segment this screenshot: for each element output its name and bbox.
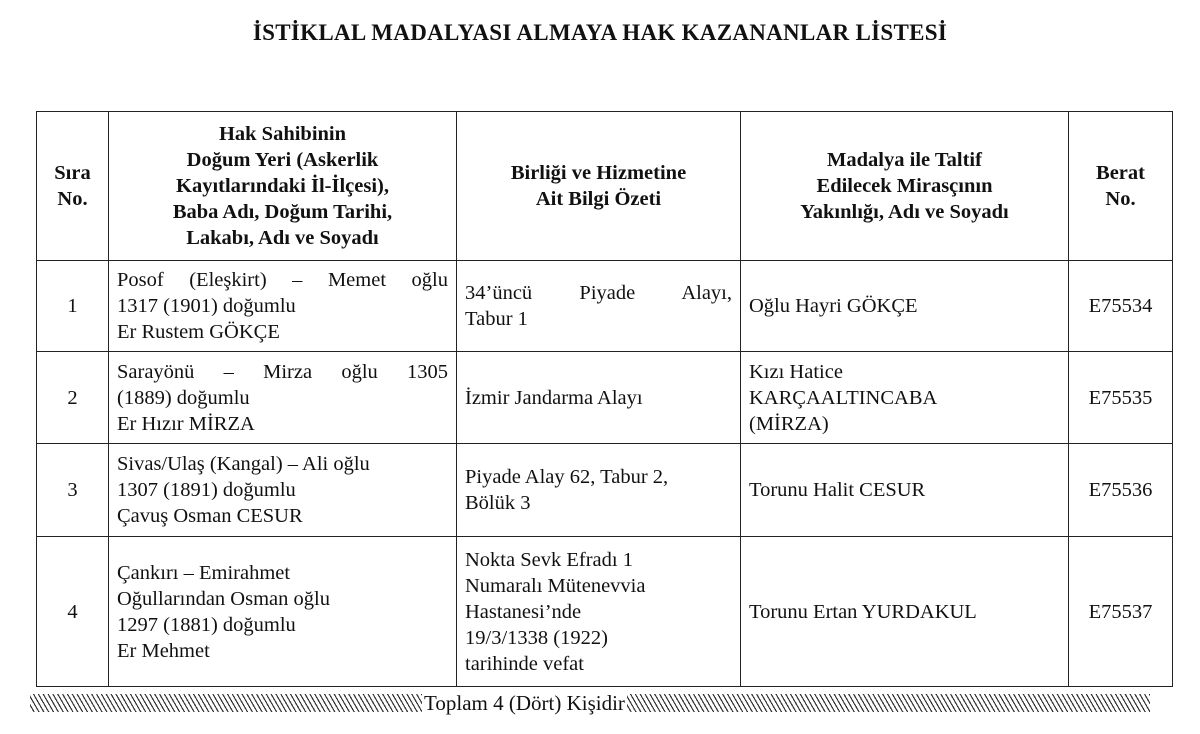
- total-footer: [30, 688, 1150, 718]
- table-header-row: [37, 112, 1173, 261]
- berat-number: E75537: [1069, 537, 1173, 687]
- heir-info: Torunu Ertan YURDAKUL: [741, 537, 1069, 687]
- berat-number: E75534: [1069, 261, 1173, 352]
- row-number: 1: [37, 261, 109, 352]
- person-info: Çankırı – Emirahmet Oğullarından Osman oğlu 1297 (1881) doğumlu Er Mehmet: [109, 537, 457, 687]
- person-info: Sarayönü – Mirza oğlu 1305 (1889) doğumlu Er Hızır MİRZA: [109, 352, 457, 444]
- unit-info: Nokta Sevk Efradı 1 Numaralı Mütenevvia Hastanesi’nde 19/3/1338 (1922) tarihinde vefat: [457, 537, 741, 687]
- person-info: Sivas/Ulaş (Kangal) – Ali oğlu 1307 (1891) doğumlu Çavuş Osman CESUR: [109, 444, 457, 537]
- table-row: [37, 444, 1173, 537]
- hatch-fill-right: [627, 694, 1150, 712]
- row-number: 3: [37, 444, 109, 537]
- heir-info: Torunu Halit CESUR: [741, 444, 1069, 537]
- header-hak-sahibi: Hak Sahibinin Doğum Yeri (Askerlik Kayıtlarındaki İl-İlçesi), Baba Adı, Doğum Tarihi, Lakabı, Adı ve Soyadı: [109, 112, 457, 261]
- header-birlik-hizmet: Birliği ve Hizmetine Ait Bilgi Özeti: [457, 112, 741, 261]
- unit-info: İzmir Jandarma Alayı: [457, 352, 741, 444]
- unit-info: 34’üncü Piyade Alayı, Tabur 1: [457, 261, 741, 352]
- heir-info: Kızı Hatice KARÇAALTINCABA (MİRZA): [741, 352, 1069, 444]
- row-number: 2: [37, 352, 109, 444]
- table-row: [37, 261, 1173, 352]
- heir-info: Oğlu Hayri GÖKÇE: [741, 261, 1069, 352]
- person-info: Posof (Eleşkirt) – Memet oğlu 1317 (1901) doğumlu Er Rustem GÖKÇE: [109, 261, 457, 352]
- row-number: 4: [37, 537, 109, 687]
- hatch-fill-left: [30, 694, 422, 712]
- table-row: [37, 352, 1173, 444]
- unit-info: Piyade Alay 62, Tabur 2, Bölük 3: [457, 444, 741, 537]
- document-title: İSTİKLAL MADALYASI ALMAYA HAK KAZANANLAR LİSTESİ: [252, 20, 948, 45]
- header-berat-no: Berat No.: [1069, 112, 1173, 261]
- header-sira-no: Sıra No.: [37, 112, 109, 261]
- beneficiaries-table: [36, 111, 1173, 687]
- header-mirasci: Madalya ile Taltif Edilecek Mirasçının Yakınlığı, Adı ve Soyadı: [741, 112, 1069, 261]
- berat-number: E75535: [1069, 352, 1173, 444]
- berat-number: E75536: [1069, 444, 1173, 537]
- table-row: [37, 537, 1173, 687]
- total-count-text: Toplam 4 (Dört) Kişidir: [424, 690, 625, 715]
